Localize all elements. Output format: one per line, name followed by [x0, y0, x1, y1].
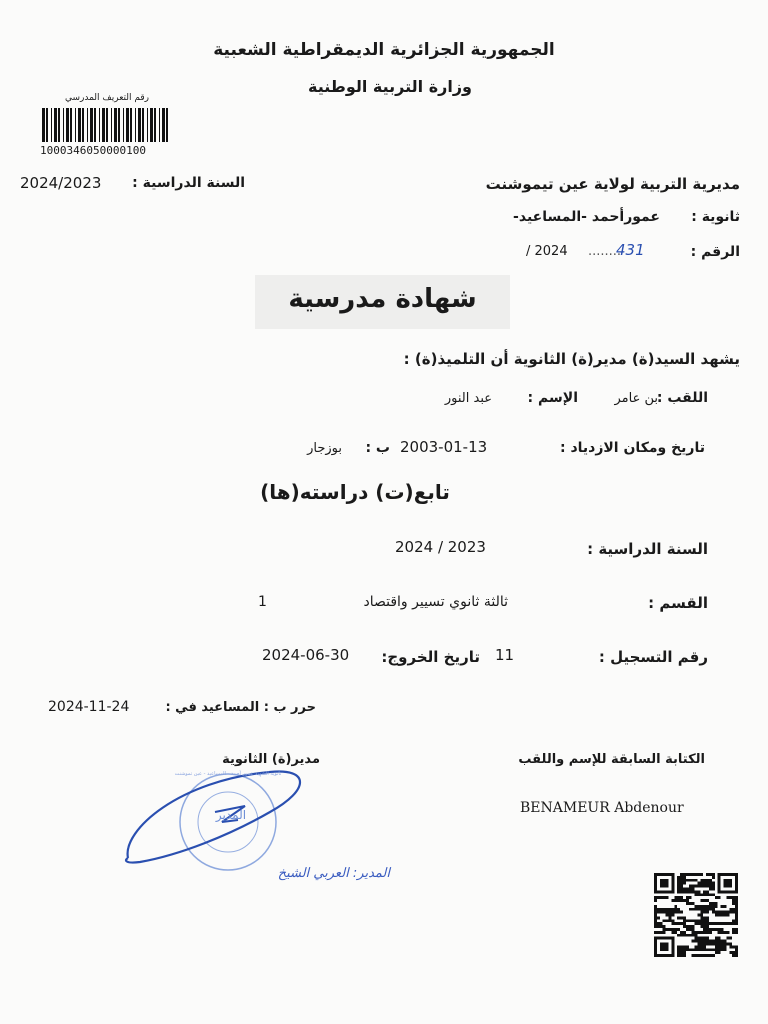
birth-date: 2003-01-13: [400, 438, 488, 456]
latin-name: BENAMEUR Abdenour: [520, 800, 684, 816]
year-label: السنة الدراسية :: [587, 540, 708, 558]
reference-year: / 2024: [526, 244, 568, 259]
issued-date: 2024-11-24: [48, 699, 130, 715]
stamp-ring-text: ثانوية الشهيد عمور أحمد - المساعيد - عين تموشنت: [174, 771, 282, 777]
header-republic: الجمهورية الجزائرية الديمقراطية الشعبية: [213, 40, 555, 60]
exit-label: تاريخ الخروج:: [381, 648, 480, 666]
section-value: ثالثة ثانوي تسيير واقتصاد: [363, 594, 508, 610]
reference-dots: ........: [588, 244, 622, 259]
surname-label: اللقب :: [656, 390, 708, 406]
issued-label: حرر ب : المساعيد في :: [165, 700, 316, 715]
certifies-line: يشهد السيد(ة) مدير(ة) الثانوية أن التلميذ(ة) :: [403, 350, 740, 368]
school-label: ثانوية :: [691, 209, 740, 225]
birth-place-label: ب :: [365, 440, 390, 456]
school-id-label: رقم التعريف المدرسي: [64, 93, 149, 103]
exit-value: 2024-06-30: [262, 646, 350, 664]
school-name: عمورأحمد -المساعيد-: [513, 209, 660, 225]
stamp-center-text: المدير: [215, 808, 247, 822]
name-value: عبد النور: [444, 391, 492, 406]
status-line: تابع(ت) دراسته(ها): [260, 480, 450, 504]
section-label: القسم :: [648, 594, 708, 612]
previous-writing-label: الكتابة السابقة للإسم واللقب: [518, 752, 705, 767]
school-id-number: 1000346050000100: [40, 144, 146, 157]
page-title: شهادة مدرسية: [288, 284, 477, 314]
registration-label: رقم التسجيل :: [598, 648, 708, 666]
birth-label: تاريخ ومكان الازدياد :: [559, 440, 705, 456]
section-number: 1: [258, 594, 267, 610]
qr-code: [654, 873, 738, 957]
year-value: 2024 / 2023: [395, 538, 486, 556]
birth-place: بوزجار: [307, 441, 342, 456]
director-label: مدير(ة) الثانوية: [222, 752, 320, 767]
academic-year-top-value: 2024/2023: [20, 174, 102, 192]
reference-number-handwritten: 431: [616, 241, 645, 259]
registration-value: 11: [495, 646, 515, 664]
header-ministry: وزارة التربية الوطنية: [307, 77, 472, 96]
name-label: الإسم :: [527, 390, 578, 406]
academic-year-top-label: السنة الدراسية :: [132, 175, 245, 191]
reference-label: الرقم :: [690, 244, 740, 260]
surname-value: بن عامر: [614, 391, 658, 406]
director-name: المدير: العربي الشيخ: [277, 866, 390, 881]
directorate: مديرية التربية لولاية عين تيموشنت: [485, 175, 740, 193]
barcode: [40, 108, 170, 142]
